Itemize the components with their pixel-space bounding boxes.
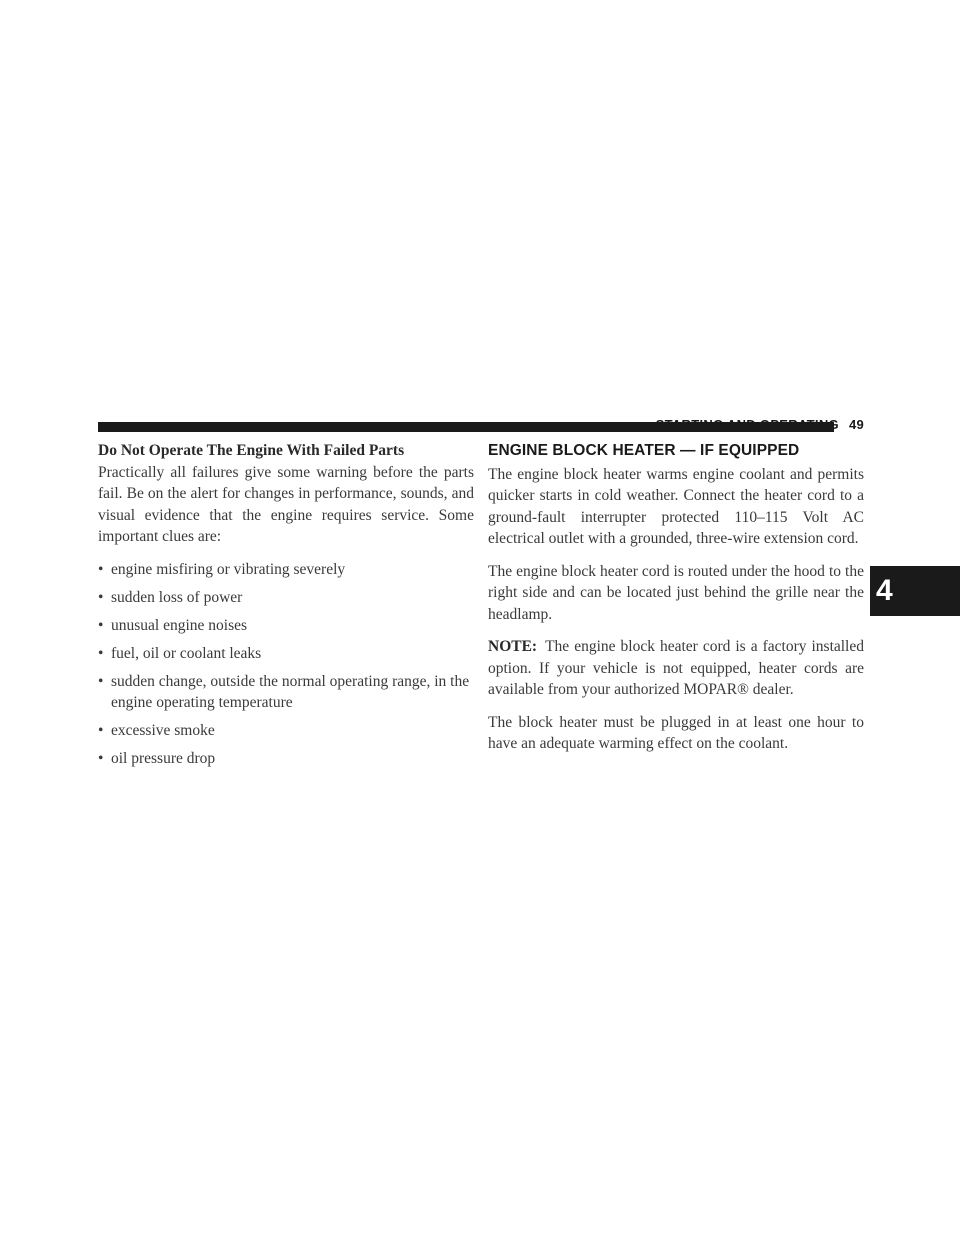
bullet-icon: •: [98, 616, 104, 634]
running-header: [656, 417, 864, 432]
bullet-icon: •: [98, 588, 104, 606]
list-item: • oil pressure drop: [98, 748, 474, 770]
bullet-icon: •: [98, 560, 104, 578]
clues-list: [98, 559, 474, 770]
block-heater-title: ENGINE BLOCK HEATER — IF EQUIPPED: [488, 442, 800, 459]
right-column: [488, 440, 864, 766]
list-item: • sudden loss of power: [98, 587, 474, 609]
list-item: • excessive smoke: [98, 720, 474, 742]
block-heater-paragraph-2: The engine block heater cord is routed under the hood to the right side and can be located just behind the grille near the headlamp.: [488, 562, 864, 623]
section-name: STARTING AND OPERATING: [655, 417, 839, 432]
block-heater-paragraph-3: The block heater must be plugged in at least one hour to have an adequate warming effect on the coolant.: [488, 713, 864, 752]
bullet-icon: •: [98, 722, 104, 739]
list-item: • unusual engine noises: [98, 615, 474, 637]
list-item: • engine misfiring or vibrating severely: [98, 559, 474, 581]
failed-parts-subhead: Do Not Operate The Engine With Failed Parts: [98, 442, 405, 459]
bullet-icon: •: [98, 750, 104, 767]
note-text: The engine block heater cord is a factory installed option. If your vehicle is not equipped, heater cords are available from your authorized MOPAR® dealer.: [488, 638, 864, 698]
list-item: • fuel, oil or coolant leaks: [98, 643, 474, 665]
chapter-tab: 4: [870, 566, 960, 616]
list-item: • sudden change, outside the normal operating range, in the engine operating temperature: [98, 672, 470, 711]
left-column: [98, 440, 474, 776]
failed-parts-intro: Practically all failures give some warning before the parts fail. Be on the alert for changes in performance, sounds, and visual evidence that the engine requires service. Some important clues are:: [98, 463, 474, 545]
bullet-icon: •: [98, 644, 104, 662]
block-heater-note: [488, 636, 864, 701]
page-number: 49: [848, 417, 864, 432]
bullet-icon: •: [98, 672, 104, 690]
note-label: NOTE:: [488, 638, 538, 655]
block-heater-paragraph-1: The engine block heater warms engine coolant and permits quicker starts in cold weather. Connect the heater cord to a ground-fault interrupter protected 110–115 Volt AC electrical outlet with a grounded, three-wire extension cord.: [488, 465, 864, 547]
